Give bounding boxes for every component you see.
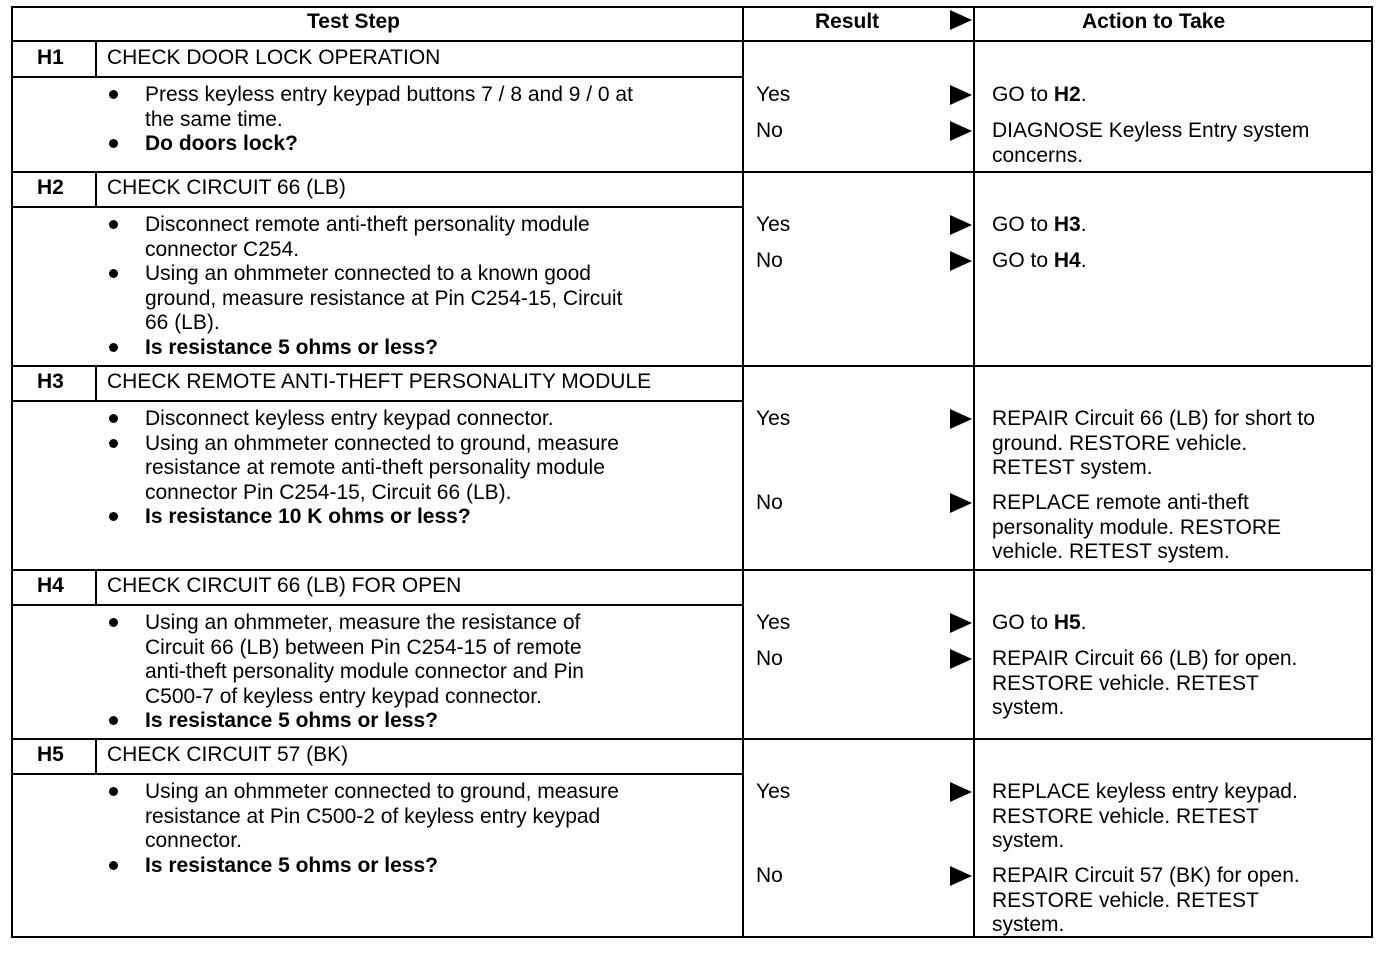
step-instruction: C500-7 of keyless entry keypad connector.	[145, 684, 542, 708]
step-id: H1	[37, 46, 64, 69]
action-text	[992, 249, 1087, 274]
action-text: system.	[992, 696, 1065, 719]
step-instruction: connector C254.	[145, 237, 300, 261]
header-test-step: Test Step	[307, 10, 400, 33]
action-target-step: H5	[1053, 611, 1081, 634]
action-text: REPLACE keyless entry keypad.	[992, 780, 1298, 803]
header-arrow-icon	[950, 10, 972, 30]
step-instruction: Circuit 66 (LB) between Pin C254-15 of remote	[145, 635, 582, 659]
result-label: Yes	[756, 780, 791, 803]
step-instruction: Using an ohmmeter connected to ground, measure	[145, 431, 619, 455]
action-text	[992, 83, 1087, 108]
step-instruction: Disconnect remote anti-theft personality module	[145, 213, 590, 236]
action-prefix: GO to	[992, 213, 1054, 236]
result-label: Yes	[756, 83, 791, 106]
action-text: REPAIR Circuit 66 (LB) for short to	[992, 407, 1315, 430]
step-instruction: Press keyless entry keypad buttons 7 / 8 and 9 / 0 at	[145, 83, 633, 106]
step-id: H2	[37, 176, 64, 199]
action-text: vehicle. RETEST system.	[992, 540, 1230, 563]
step-instruction: resistance at Pin C500-2 of keyless entry keypad	[145, 804, 601, 828]
result-arrow-icon	[950, 409, 972, 429]
title-rule	[11, 206, 742, 208]
result-label: No	[756, 119, 783, 142]
result-label: Yes	[756, 213, 791, 236]
step-question: Is resistance 5 ohms or less?	[145, 853, 438, 877]
bullet-icon	[109, 90, 118, 99]
action-target-step: H4	[1053, 249, 1081, 272]
step-title: CHECK CIRCUIT 66 (LB) FOR OPEN	[107, 574, 462, 597]
action-text: DIAGNOSE Keyless Entry system	[992, 119, 1310, 142]
row-separator	[11, 738, 1373, 740]
step-instruction: ground, measure resistance at Pin C254-15, Circuit	[145, 286, 623, 310]
divider-action	[973, 6, 975, 938]
result-label: No	[756, 864, 783, 887]
action-prefix: GO to	[992, 249, 1054, 272]
result-arrow-icon	[950, 85, 972, 105]
action-text	[992, 611, 1087, 636]
header-result: Result	[815, 10, 880, 33]
action-text: system.	[992, 913, 1065, 936]
action-text: ground. RESTORE vehicle.	[992, 431, 1248, 455]
action-text: REPAIR Circuit 66 (LB) for open.	[992, 647, 1298, 670]
title-rule	[11, 773, 742, 775]
bullet-icon	[109, 269, 118, 278]
bullet-icon	[109, 512, 118, 521]
action-prefix: GO to	[992, 611, 1054, 634]
bullet-icon	[109, 618, 118, 627]
bullet-icon	[109, 861, 118, 870]
step-id: H5	[37, 743, 64, 766]
action-target-step: H3	[1053, 213, 1081, 236]
action-text: RESTORE vehicle. RETEST	[992, 804, 1259, 828]
step-instruction: Using an ohmmeter, measure the resistance of	[145, 611, 581, 634]
action-text: REPAIR Circuit 57 (BK) for open.	[992, 864, 1300, 887]
bullet-icon	[109, 220, 118, 229]
result-arrow-icon	[950, 215, 972, 235]
step-instruction: Using an ohmmeter connected to ground, measure	[145, 780, 619, 803]
result-label: No	[756, 249, 783, 272]
step-instruction: Using an ohmmeter connected to a known good	[145, 262, 591, 285]
step-instruction: the same time.	[145, 107, 283, 131]
action-text: personality module. RESTORE	[992, 515, 1282, 539]
title-rule	[11, 76, 742, 78]
action-text: concerns.	[992, 143, 1084, 167]
step-question: Do doors lock?	[145, 132, 298, 155]
action-suffix: .	[1080, 83, 1087, 106]
action-text: RESTORE vehicle. RETEST	[992, 671, 1259, 695]
action-text: system.	[992, 829, 1065, 852]
bullet-icon	[109, 716, 118, 725]
step-question: Is resistance 5 ohms or less?	[145, 335, 438, 359]
header-action: Action to Take	[1082, 10, 1226, 33]
action-prefix: GO to	[992, 83, 1054, 106]
divider-result	[742, 6, 744, 938]
bullet-icon	[109, 439, 118, 448]
id-divider	[95, 569, 97, 604]
step-instruction: connector Pin C254-15, Circuit 66 (LB).	[145, 480, 512, 504]
bullet-icon	[109, 414, 118, 423]
step-id: H4	[37, 574, 64, 597]
action-text: REPLACE remote anti-theft	[992, 491, 1249, 514]
action-suffix: .	[1080, 249, 1087, 272]
step-title: CHECK REMOTE ANTI-THEFT PERSONALITY MODULE	[107, 370, 652, 393]
result-arrow-icon	[950, 866, 972, 886]
title-rule	[11, 400, 742, 402]
id-divider	[95, 738, 97, 773]
result-arrow-icon	[950, 121, 972, 141]
result-arrow-icon	[950, 782, 972, 802]
result-label: Yes	[756, 407, 791, 430]
action-target-step: H2	[1053, 83, 1081, 106]
result-label: Yes	[756, 611, 791, 634]
result-arrow-icon	[950, 613, 972, 633]
step-instruction: Disconnect keyless entry keypad connector.	[145, 407, 554, 430]
action-suffix: .	[1080, 213, 1087, 236]
step-title: CHECK CIRCUIT 66 (LB)	[107, 176, 346, 199]
header-rule	[11, 40, 1373, 42]
action-suffix: .	[1080, 611, 1087, 634]
action-text: RETEST system.	[992, 456, 1153, 479]
row-separator	[11, 171, 1373, 173]
title-rule	[11, 604, 742, 606]
action-text	[992, 213, 1087, 238]
result-arrow-icon	[950, 251, 972, 271]
result-arrow-icon	[950, 649, 972, 669]
step-title: CHECK DOOR LOCK OPERATION	[107, 46, 441, 69]
result-label: No	[756, 491, 783, 514]
row-separator	[11, 365, 1373, 367]
id-divider	[95, 171, 97, 206]
step-instruction: anti-theft personality module connector and Pin	[145, 660, 584, 683]
step-question: Is resistance 10 K ohms or less?	[145, 505, 471, 528]
id-divider	[95, 41, 97, 76]
step-title: CHECK CIRCUIT 57 (BK)	[107, 743, 349, 766]
bullet-icon	[109, 139, 118, 148]
action-text: RESTORE vehicle. RETEST	[992, 888, 1259, 912]
row-separator	[11, 569, 1373, 571]
result-arrow-icon	[950, 493, 972, 513]
step-id: H3	[37, 370, 64, 393]
step-instruction: 66 (LB).	[145, 311, 220, 334]
step-instruction: resistance at remote anti-theft personality module	[145, 456, 605, 479]
step-question: Is resistance 5 ohms or less?	[145, 709, 438, 732]
step-instruction: connector.	[145, 829, 242, 852]
id-divider	[95, 365, 97, 400]
bullet-icon	[109, 343, 118, 352]
bullet-icon	[109, 787, 118, 796]
result-label: No	[756, 647, 783, 670]
